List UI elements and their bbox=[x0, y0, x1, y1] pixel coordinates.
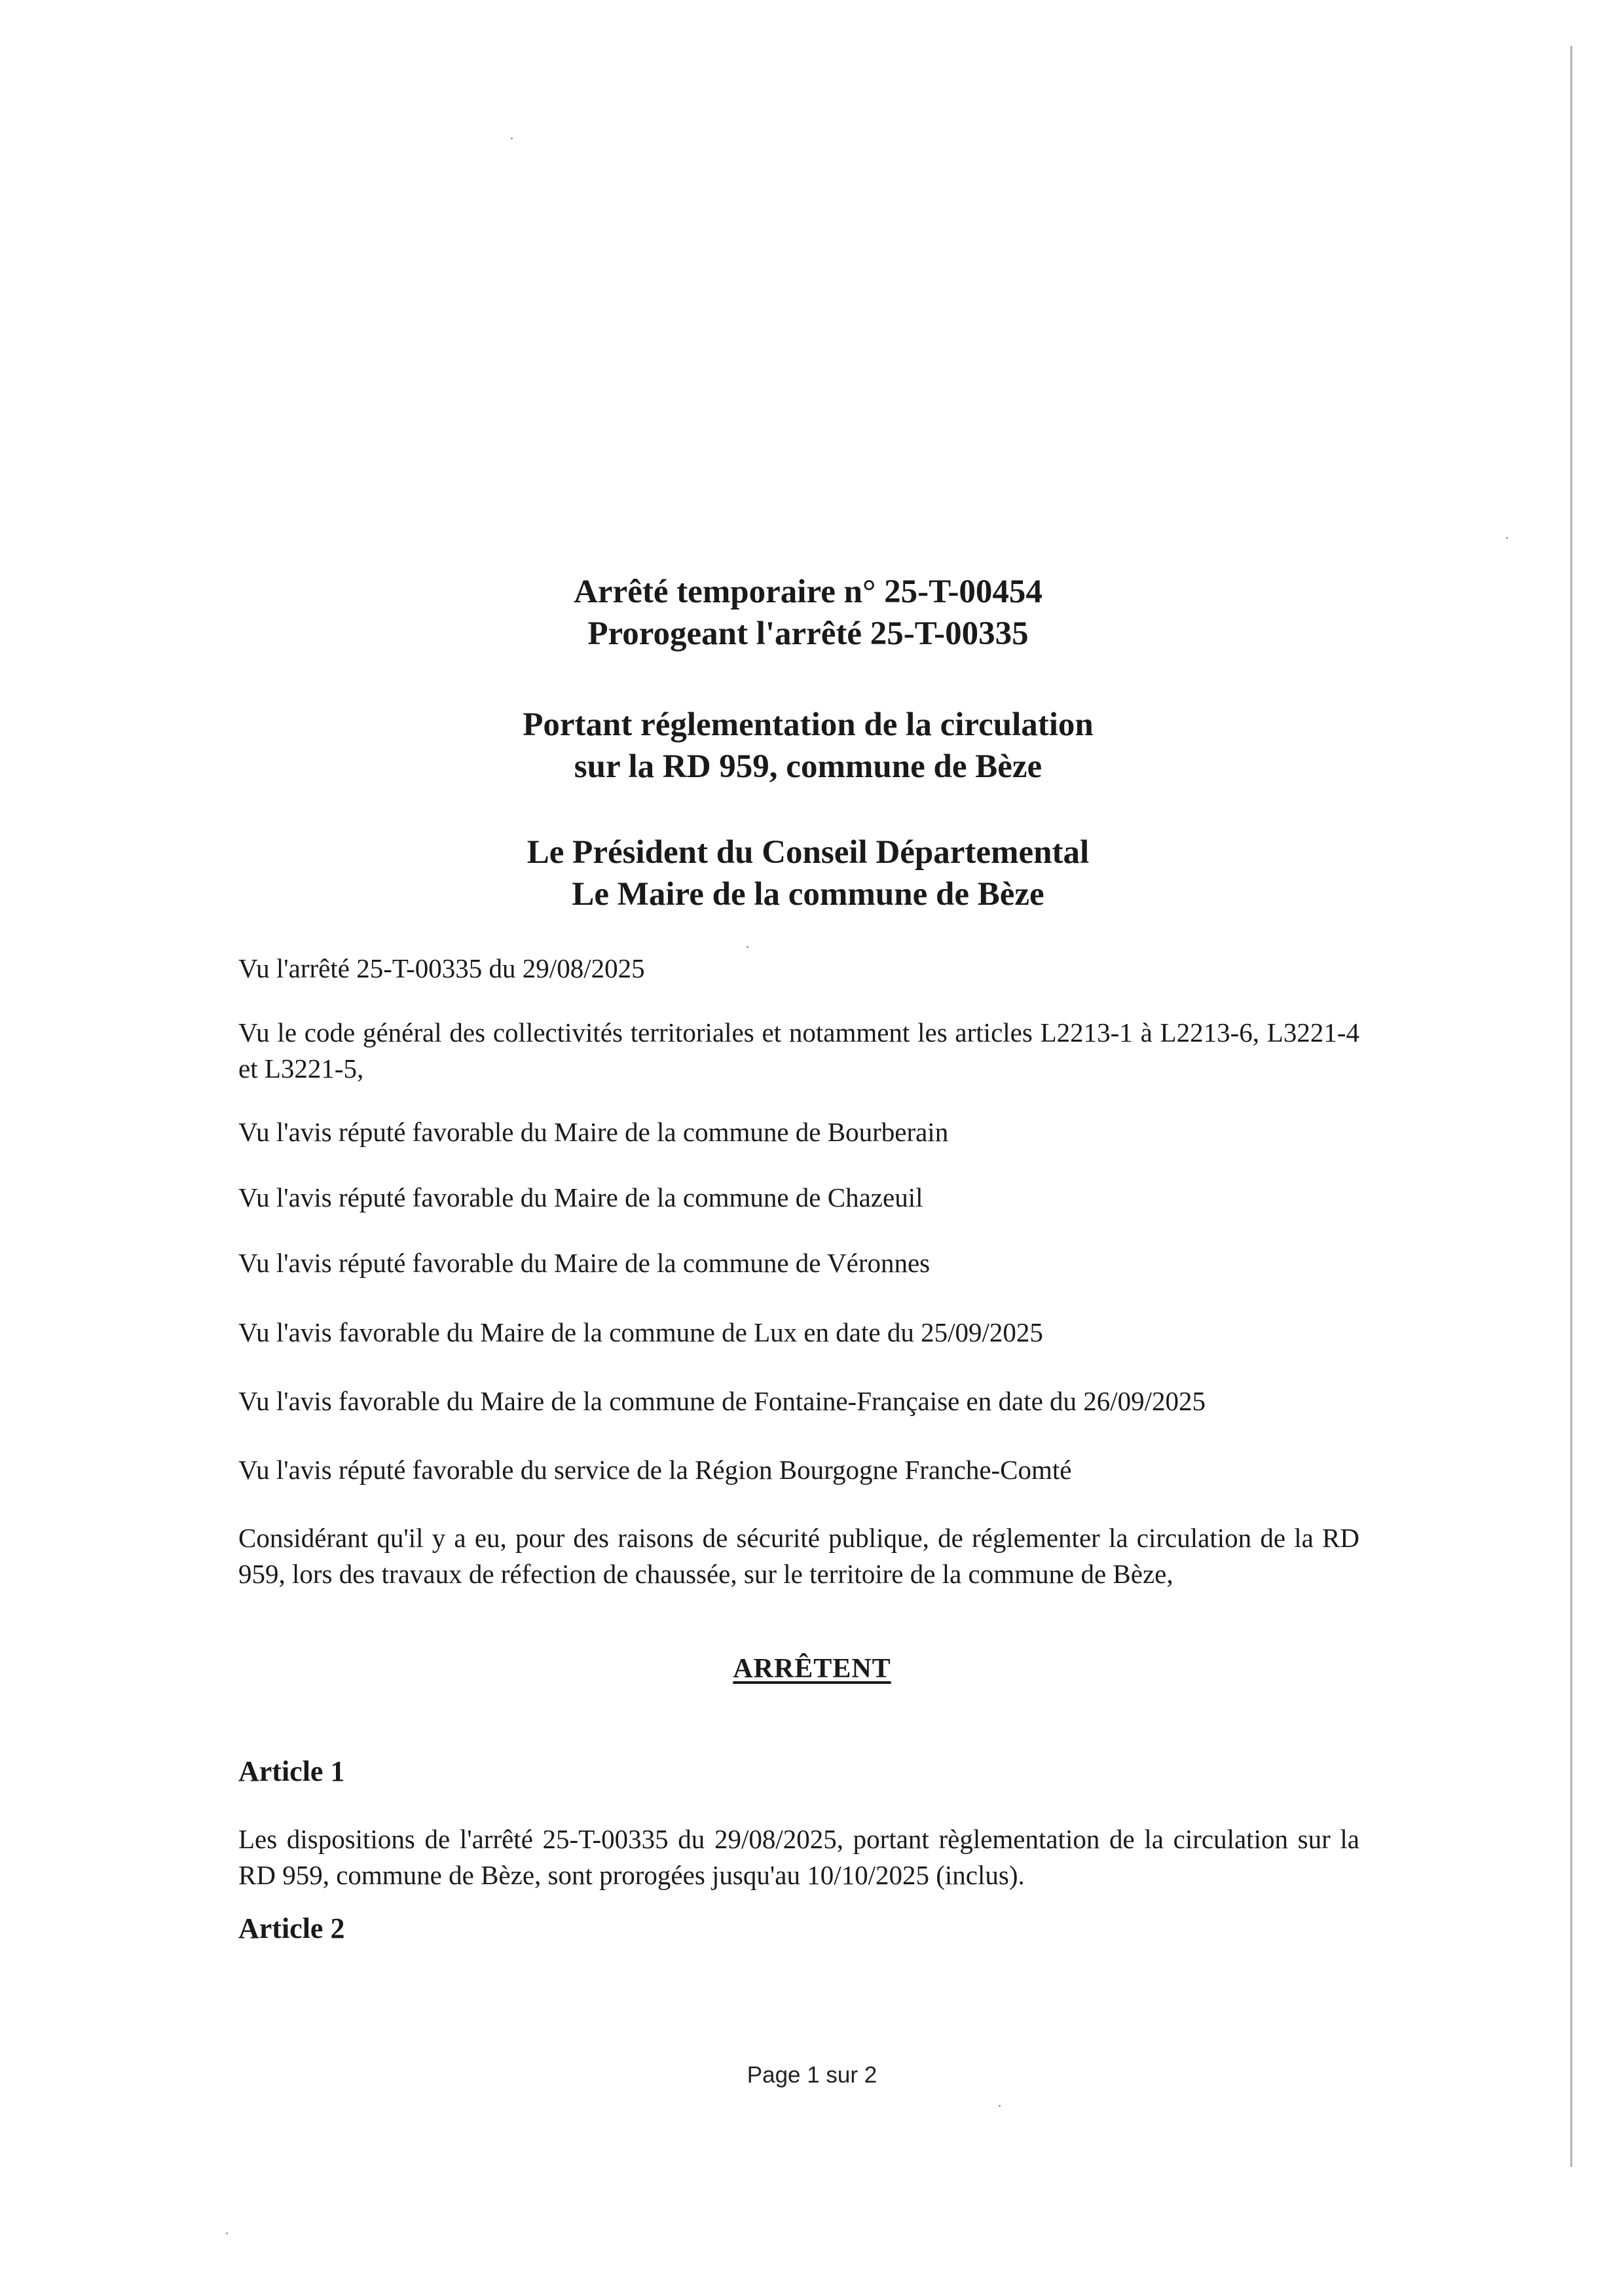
decree-subject bbox=[0, 704, 1624, 788]
decree-authorities bbox=[0, 831, 1624, 915]
visa-paragraph: Vu l'arrêté 25-T-00335 du 29/08/2025 bbox=[238, 953, 645, 983]
authority-line: Le Maire de la commune de Bèze bbox=[572, 876, 1044, 913]
scan-speck bbox=[511, 137, 513, 139]
scan-speck bbox=[747, 946, 748, 948]
authority-line: Le Président du Conseil Départemental bbox=[526, 834, 1090, 871]
decree-subject-line: sur la RD 959, commune de Bèze bbox=[574, 748, 1043, 785]
visa-paragraph: Vu l'avis favorable du Maire de la commune de Fontaine-Française en date du 26/09/2025 bbox=[238, 1386, 1206, 1416]
article-text: Les dispositions de l'arrêté 25-T-00335 du 29/08/2025, portant règlementation de la circulation sur la RD 959, commune de Bèze, sont prorogées jusqu'au 10/10/2025 (inclus). bbox=[238, 1824, 1359, 1890]
considerant-paragraph: Considérant qu'il y a eu, pour des raisons de sécurité publique, de réglementer la circulation de la RD 959, lors des travaux de réfection de chaussée, sur le territoire de la commune de Bèze, bbox=[238, 1523, 1359, 1589]
page-number-footer: Page 1 sur 2 bbox=[747, 2062, 877, 2088]
visa-paragraph: Vu l'avis réputé favorable du Maire de la commune de Chazeuil bbox=[238, 1182, 923, 1212]
visa-paragraph: Vu l'avis réputé favorable du service de la Région Bourgogne Franche-Comté bbox=[238, 1455, 1072, 1485]
visa-paragraph: Vu l'avis réputé favorable du Maire de la commune de Bourberain bbox=[238, 1117, 949, 1147]
visa-paragraph: Vu l'avis réputé favorable du Maire de la commune de Véronnes bbox=[238, 1248, 931, 1278]
scan-speck bbox=[1506, 537, 1508, 539]
decree-subject-line: Portant réglementation de la circulation bbox=[523, 706, 1094, 743]
decree-title-line: Arrêté temporaire n° 25-T-00454 bbox=[574, 574, 1043, 610]
scan-speck bbox=[226, 2232, 228, 2234]
article-title: Article 2 bbox=[238, 1912, 345, 1944]
visa-paragraph: Vu l'avis favorable du Maire de la commune de Lux en date du 25/09/2025 bbox=[238, 1317, 1043, 1347]
article-title: Article 1 bbox=[238, 1755, 345, 1787]
visa-paragraph: Vu le code général des collectivités territoriales et notamment les articles L2213-1 à L2213-6, L3221-4 et L3221-5, bbox=[238, 1017, 1359, 1084]
scan-speck bbox=[999, 2105, 1001, 2107]
arretent-heading: ARRÊTENT bbox=[733, 1654, 891, 1684]
decree-title bbox=[0, 571, 1624, 655]
scan-edge-line bbox=[1570, 46, 1572, 2167]
decree-title-line: Prorogeant l'arrêté 25-T-00335 bbox=[587, 615, 1029, 652]
